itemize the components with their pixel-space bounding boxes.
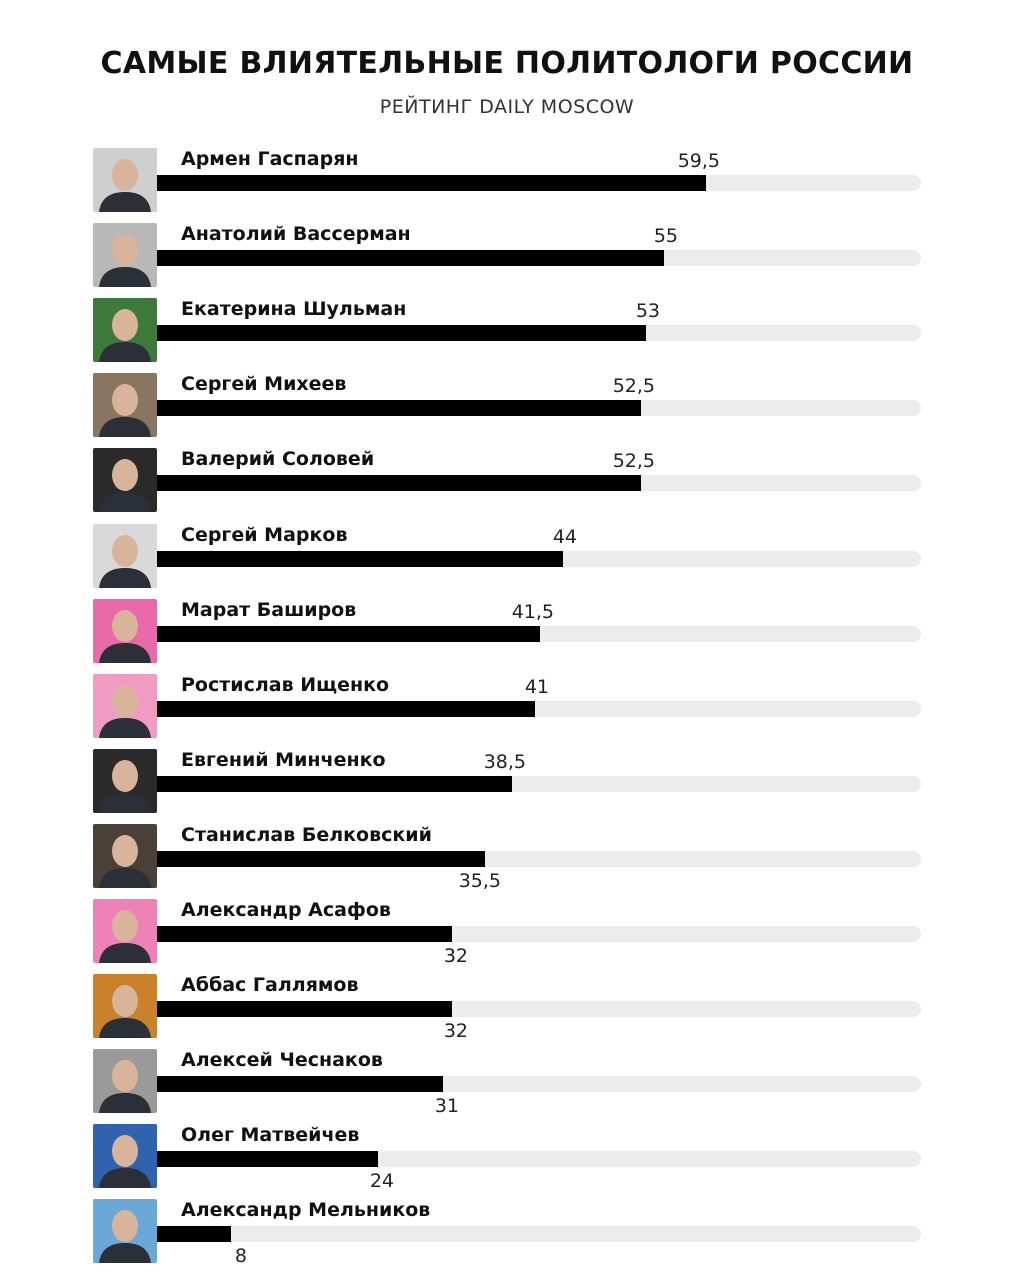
bar-category-label: Сергей Михеев	[181, 373, 347, 395]
bar-category-label: Валерий Соловей	[181, 448, 375, 470]
bar-category-label: Сергей Марков	[181, 524, 348, 546]
chart-title: САМЫЕ ВЛИЯТЕЛЬНЫЕ ПОЛИТОЛОГИ РОССИИ	[100, 46, 914, 81]
avatar	[93, 974, 157, 1038]
bar-value-label: 31	[434, 1095, 459, 1117]
bar-row	[0, 524, 1014, 594]
bar-value-label: 32	[443, 1020, 468, 1042]
chart-subtitle: РЕЙТИНГ DAILY MOSCOW	[379, 96, 635, 118]
bar-category-label: Армен Гаспарян	[181, 148, 359, 170]
avatar	[93, 373, 157, 437]
avatar	[93, 148, 157, 212]
bar-value-label: 59,5	[677, 150, 720, 172]
avatar	[93, 824, 157, 888]
bar-value-label: 24	[369, 1170, 394, 1192]
bar-category-label: Марат Баширов	[181, 599, 357, 621]
bar-value-label: 32	[443, 945, 468, 967]
bar	[157, 551, 563, 567]
bar-row	[0, 1049, 1014, 1119]
bar	[157, 325, 646, 341]
bar-category-label: Ростислав Ищенко	[181, 674, 390, 696]
bar	[157, 1151, 378, 1167]
bar-row	[0, 373, 1014, 443]
bar-value-label: 55	[653, 225, 678, 247]
avatar	[93, 1049, 157, 1113]
bar	[157, 1001, 452, 1017]
avatar	[93, 524, 157, 588]
bar-category-label: Аббас Галлямов	[181, 974, 359, 996]
bar-category-label: Станислав Белковский	[181, 824, 432, 846]
bar-value-label: 52,5	[612, 450, 655, 472]
bar-value-label: 8	[234, 1245, 247, 1267]
bar-row	[0, 1124, 1014, 1194]
bar-row	[0, 298, 1014, 368]
bar-value-label: 41,5	[511, 601, 554, 623]
bar	[157, 175, 706, 191]
avatar	[93, 1124, 157, 1188]
bar-row	[0, 974, 1014, 1044]
avatar	[93, 223, 157, 287]
bar-category-label: Алексей Чеснаков	[181, 1049, 383, 1071]
bar-row	[0, 824, 1014, 894]
bar-track	[157, 1226, 921, 1242]
bar-row	[0, 674, 1014, 744]
bar	[157, 701, 535, 717]
bar-row	[0, 223, 1014, 293]
bar	[157, 851, 485, 867]
avatar	[93, 749, 157, 813]
bar	[157, 250, 664, 266]
bar	[157, 1226, 231, 1242]
avatar	[93, 1199, 157, 1263]
bar-category-label: Анатолий Вассерман	[181, 223, 411, 245]
bar-value-label: 44	[552, 526, 577, 548]
bar-row	[0, 148, 1014, 218]
bar-category-label: Александр Мельников	[181, 1199, 431, 1221]
avatar	[93, 899, 157, 963]
avatar	[93, 674, 157, 738]
bar	[157, 926, 452, 942]
bar-value-label: 38,5	[483, 751, 526, 773]
bar-category-label: Александр Асафов	[181, 899, 391, 921]
bar	[157, 1076, 443, 1092]
bar-value-label: 52,5	[612, 375, 655, 397]
avatar	[93, 448, 157, 512]
bar-category-label: Олег Матвейчев	[181, 1124, 360, 1146]
bar	[157, 626, 540, 642]
bar-value-label: 53	[635, 300, 660, 322]
bar	[157, 400, 641, 416]
bar-value-label: 35,5	[458, 870, 501, 892]
avatar	[93, 298, 157, 362]
bar-row	[0, 1199, 1014, 1269]
avatar	[93, 599, 157, 663]
bar-category-label: Евгений Минченко	[181, 749, 386, 771]
bar	[157, 776, 512, 792]
bar-category-label: Екатерина Шульман	[181, 298, 407, 320]
bar	[157, 475, 641, 491]
bar-row	[0, 749, 1014, 819]
bar-row	[0, 599, 1014, 669]
bar-value-label: 41	[524, 676, 549, 698]
bar-row	[0, 448, 1014, 518]
bar-row	[0, 899, 1014, 969]
